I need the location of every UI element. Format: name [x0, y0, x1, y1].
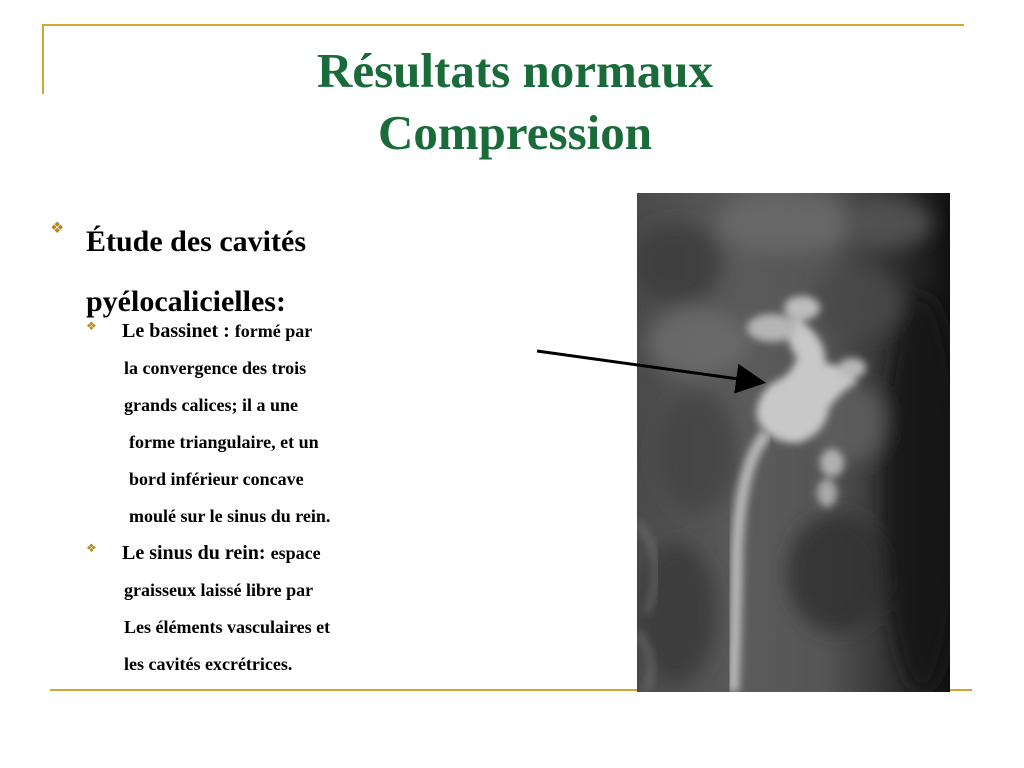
diamond-bullet-icon: ❖	[86, 541, 97, 555]
sinus-term-rest: espace	[270, 543, 321, 563]
main-bullet-line-2: pyélocalicielles:	[86, 285, 286, 318]
sinus-line: les cavités excrétrices.	[124, 654, 293, 674]
bassinet-term-rest: formé par	[234, 321, 313, 341]
sinus-line: graisseux laissé libre par	[124, 580, 314, 600]
bassinet-line: bord inférieur concave	[129, 469, 304, 489]
title-line-2: Compression	[377, 105, 653, 160]
diamond-bullet-icon: ❖	[50, 220, 65, 237]
sinus-line: Les éléments vasculaires et	[124, 617, 331, 637]
bassinet-term: Le bassinet :	[122, 320, 230, 342]
sinus-term: Le sinus du rein:	[122, 542, 266, 564]
bassinet-line: forme triangulaire, et un	[129, 432, 319, 452]
title-line-1: Résultats normaux	[316, 43, 714, 98]
diamond-bullet-icon: ❖	[86, 319, 97, 333]
bassinet-line: grands calices; il a une	[124, 395, 298, 415]
main-bullet-line-1: Étude des cavités	[86, 225, 306, 258]
bassinet-line: la convergence des trois	[124, 358, 307, 378]
bassinet-line: moulé sur le sinus du rein.	[129, 506, 331, 526]
